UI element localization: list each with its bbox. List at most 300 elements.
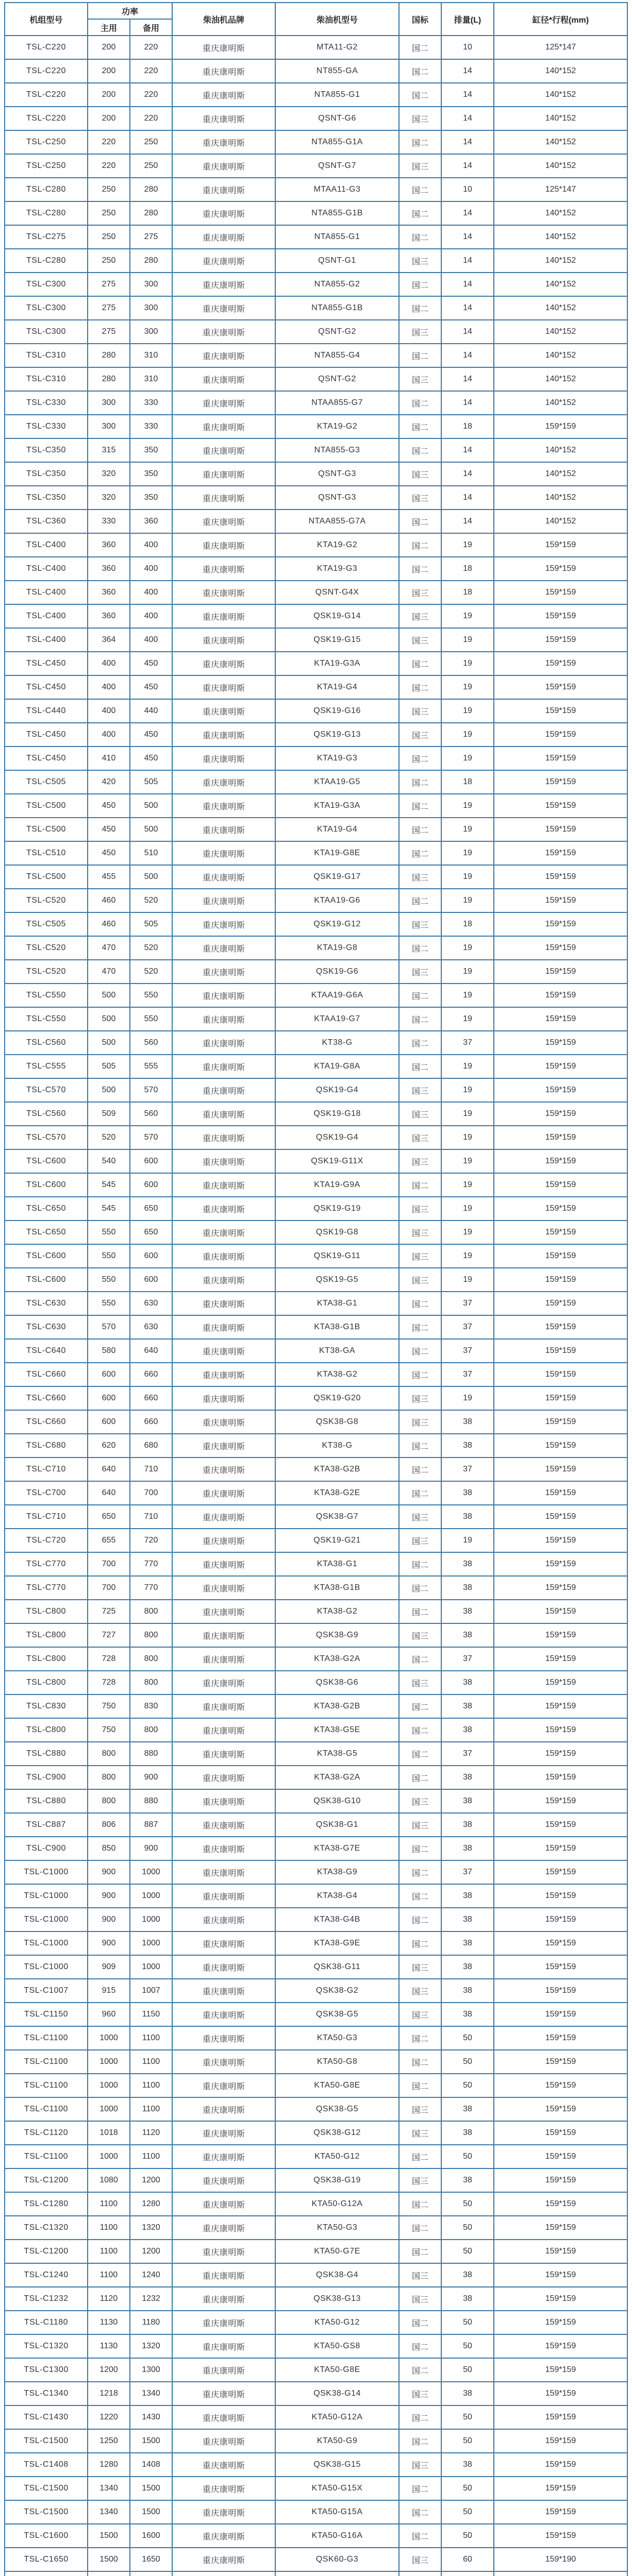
cell-model: TSL-C350 [5,462,88,486]
cell-engine-brand: 重庆康明斯 [172,2145,275,2168]
cell-prime-power: 1250 [88,2429,130,2453]
table-row [5,865,627,889]
cell-model: TSL-C350 [5,438,88,462]
table-row [5,2168,627,2192]
cell-prime-power: 1340 [88,2477,130,2500]
cell-prime-power: 410 [88,747,130,770]
cell-bore-stroke: 159*159 [494,818,627,841]
cell-engine-brand: 重庆康明斯 [172,344,275,367]
table-row [5,130,627,154]
cell-standby-power: 275 [130,225,172,249]
cell-bore-stroke: 159*159 [494,675,627,699]
cell-standby-power: 350 [130,438,172,462]
table-row [5,2548,627,2571]
cell-emission-standard: 国三 [399,604,441,628]
cell-emission-standard: 国二 [399,1908,441,1931]
cell-engine-model: KTA50-G16A [275,2524,399,2548]
cell-displacement: 18 [441,581,494,604]
cell-engine-brand: 重庆康明斯 [172,36,275,59]
cell-standby-power: 505 [130,770,172,794]
cell-displacement: 14 [441,225,494,249]
cell-bore-stroke: 140*152 [494,510,627,533]
cell-bore-stroke: 159*159 [494,2287,627,2311]
cell-standby-power: 520 [130,960,172,984]
cell-engine-brand: 重庆康明斯 [172,699,275,723]
table-row [5,1979,627,2003]
cell-engine-model: KTA19-G3 [275,747,399,770]
cell-standby-power: 830 [130,1694,172,1718]
cell-emission-standard: 国二 [399,1837,441,1860]
cell-emission-standard: 国二 [399,1552,441,1576]
cell-displacement: 50 [441,2145,494,2168]
cell-model: TSL-C500 [5,865,88,889]
cell-prime-power: 727 [88,1623,130,1647]
header-bore-stroke: 缸径*行程(mm) [494,3,627,36]
cell-emission-standard: 国二 [399,1931,441,1955]
cell-standby-power: 880 [130,1789,172,1813]
cell-emission-standard: 国二 [399,2026,441,2050]
cell-standby-power: 800 [130,1600,172,1623]
cell-engine-model: KTAA19-G6A [275,984,399,1007]
cell-engine-brand: 重庆康明斯 [172,1908,275,1931]
cell-standby-power: 1200 [130,2168,172,2192]
table-row [5,557,627,581]
cell-prime-power: 400 [88,699,130,723]
cell-engine-brand: 重庆康明斯 [172,1694,275,1718]
cell-emission-standard: 国二 [399,2429,441,2453]
cell-bore-stroke: 159*159 [494,1979,627,2003]
cell-displacement: 14 [441,273,494,296]
cell-model: TSL-C1232 [5,2287,88,2311]
header-model: 机组型号 [5,3,88,36]
cell-bore-stroke: 159*159 [494,628,627,652]
cell-standby-power: 300 [130,320,172,344]
cell-displacement: 19 [441,1197,494,1221]
cell-emission-standard: 国三 [399,2382,441,2405]
cell-engine-brand: 重庆康明斯 [172,273,275,296]
table-row [5,2074,627,2097]
table-row [5,2405,627,2429]
cell-emission-standard: 国二 [399,2311,441,2334]
cell-engine-model: QSNT-G6 [275,107,399,130]
cell-standby-power: 330 [130,415,172,438]
cell-engine-brand: 重庆康明斯 [172,438,275,462]
cell-engine-model: KTA38-G2B [275,1694,399,1718]
cell-prime-power: 650 [88,1505,130,1529]
cell-displacement: 50 [441,2405,494,2429]
cell-engine-model: QSK38-G8 [275,1410,399,1434]
cell-engine-brand: 重庆康明斯 [172,154,275,178]
cell-bore-stroke: 159*159 [494,912,627,936]
cell-bore-stroke: 159*159 [494,1766,627,1789]
cell-engine-brand: 重庆康明斯 [172,1292,275,1315]
table-row [5,1031,627,1055]
cell-standby-power: 770 [130,1576,172,1600]
table-row [5,1813,627,1837]
cell-emission-standard: 国二 [399,83,441,107]
cell-emission-standard: 国二 [399,1339,441,1363]
cell-model: TSL-C220 [5,107,88,130]
cell-bore-stroke: 159*159 [494,2050,627,2074]
cell-bore-stroke: 159*159 [494,2429,627,2453]
cell-model: TSL-C880 [5,1742,88,1766]
cell-engine-model: KTA50-G12A [275,2405,399,2429]
cell-engine-brand: 重庆康明斯 [172,1766,275,1789]
cell-engine-model: QSK38-G2 [275,1979,399,2003]
cell-displacement: 50 [441,2429,494,2453]
cell-standby-power: 800 [130,1623,172,1647]
cell-standby-power: 700 [130,1481,172,1505]
table-row [5,486,627,510]
cell-emission-standard: 国三 [399,1813,441,1837]
cell-prime-power: 806 [88,1813,130,1837]
cell-engine-brand: 重庆康明斯 [172,1078,275,1102]
table-row [5,2453,627,2477]
cell-emission-standard [399,2571,441,2576]
cell-engine-brand: 重庆康明斯 [172,2453,275,2477]
cell-model: TSL-C570 [5,1126,88,1149]
cell-engine-model: KTA50-G15X [275,2477,399,2500]
cell-model: TSL-C300 [5,296,88,320]
cell-bore-stroke: 140*152 [494,130,627,154]
cell-standby-power: 400 [130,628,172,652]
cell-standby-power: 600 [130,1149,172,1173]
cell-bore-stroke: 159*159 [494,2216,627,2240]
cell-prime-power: 725 [88,1600,130,1623]
cell-engine-brand: 重庆康明斯 [172,723,275,747]
cell-displacement: 38 [441,1671,494,1694]
cell-engine-brand: 重庆康明斯 [172,296,275,320]
cell-emission-standard: 国二 [399,1055,441,1078]
cell-prime-power: 580 [88,1339,130,1363]
cell-engine-brand: 重庆康明斯 [172,83,275,107]
cell-engine-model: KTA38-G4 [275,1884,399,1908]
cell-prime-power: 250 [88,178,130,201]
cell-engine-brand: 重庆康明斯 [172,510,275,533]
cell-prime-power: 1018 [88,2121,130,2145]
cell-prime-power: 728 [88,1647,130,1671]
cell-bore-stroke: 159*159 [494,1908,627,1931]
cell-bore-stroke: 159*159 [494,1055,627,1078]
table-row [5,2216,627,2240]
cell-displacement: 19 [441,1529,494,1552]
cell-displacement: 38 [441,1600,494,1623]
cell-engine-model: KTA50-G8E [275,2074,399,2097]
cell-model: TSL-C250 [5,130,88,154]
table-row [5,1529,627,1552]
cell-standby-power: 1180 [130,2311,172,2334]
table-row [5,604,627,628]
cell-engine-brand: 重庆康明斯 [172,2192,275,2216]
cell-engine-brand: 重庆康明斯 [172,1055,275,1078]
cell-standby-power: 1100 [130,2050,172,2074]
cell-displacement: 19 [441,889,494,912]
cell-bore-stroke: 159*159 [494,1078,627,1102]
cell-emission-standard: 国三 [399,1789,441,1813]
cell-prime-power: 315 [88,438,130,462]
table-row [5,2192,627,2216]
cell-prime-power: 1100 [88,2192,130,2216]
cell-standby-power: 600 [130,1173,172,1197]
cell-bore-stroke: 159*159 [494,2500,627,2524]
cell-emission-standard: 国三 [399,960,441,984]
cell-engine-brand: 重庆康明斯 [172,415,275,438]
cell-emission-standard: 国二 [399,652,441,675]
cell-engine-brand: 重庆康明斯 [172,841,275,865]
cell-model: TSL-C1200 [5,2168,88,2192]
cell-emission-standard: 国三 [399,486,441,510]
cell-engine-model: KTA19-G2 [275,415,399,438]
cell-engine-brand: 重庆康明斯 [172,1102,275,1126]
cell-prime-power: 800 [88,1742,130,1766]
header-standby-power: 备用 [130,19,172,36]
cell-engine-brand: 重庆康明斯 [172,107,275,130]
cell-model: TSL-C800 [5,1671,88,1694]
cell-model: TSL-C710 [5,1458,88,1481]
cell-standby-power: 660 [130,1363,172,1386]
cell-standby-power: 660 [130,1410,172,1434]
cell-model: TSL-C700 [5,1481,88,1505]
cell-displacement: 50 [441,2311,494,2334]
cell-model: TSL-C220 [5,36,88,59]
cell-engine-model: NTA855-G1 [275,83,399,107]
cell-emission-standard: 国三 [399,2121,441,2145]
cell-emission-standard: 国三 [399,1410,441,1434]
cell-engine-brand: 重庆康明斯 [172,533,275,557]
cell-engine-brand: 重庆康明斯 [172,1552,275,1576]
cell-standby-power: 560 [130,1102,172,1126]
cell-model: TSL-C440 [5,699,88,723]
cell-emission-standard: 国二 [399,201,441,225]
cell-engine-model: QSNT-G2 [275,320,399,344]
cell-model: TSL-C600 [5,1173,88,1197]
cell-model: TSL-C220 [5,59,88,83]
cell-prime-power: 1220 [88,2405,130,2429]
cell-engine-brand: 重庆康明斯 [172,2382,275,2405]
cell-prime-power: 1500 [88,2548,130,2571]
cell-bore-stroke: 159*159 [494,2240,627,2263]
cell-engine-brand: 重庆康明斯 [172,2026,275,2050]
cell-displacement: 19 [441,533,494,557]
cell-standby-power: 505 [130,912,172,936]
cell-displacement: 14 [441,130,494,154]
cell-prime-power: 570 [88,1315,130,1339]
table-row [5,1339,627,1363]
cell-displacement: 19 [441,1078,494,1102]
cell-displacement: 50 [441,2050,494,2074]
table-row [5,1055,627,1078]
cell-model: TSL-C520 [5,960,88,984]
cell-bore-stroke: 159*159 [494,1718,627,1742]
cell-displacement: 38 [441,1931,494,1955]
table-row [5,818,627,841]
table-row [5,415,627,438]
cell-model: TSL-C770 [5,1552,88,1576]
cell-prime-power: 320 [88,486,130,510]
cell-displacement [441,2571,494,2576]
cell-model: TSL-C360 [5,510,88,533]
cell-bore-stroke: 159*159 [494,581,627,604]
cell-emission-standard: 国二 [399,747,441,770]
cell-emission-standard: 国三 [399,1078,441,1102]
table-row [5,2026,627,2050]
cell-engine-model: KTA38-G2 [275,1600,399,1623]
cell-emission-standard: 国二 [399,1434,441,1458]
table-row [5,249,627,273]
cell-emission-standard: 国二 [399,936,441,960]
cell-prime-power: 1120 [88,2287,130,2311]
cell-prime-power: 550 [88,1221,130,1244]
cell-displacement: 38 [441,1505,494,1529]
cell-bore-stroke: 159*159 [494,1931,627,1955]
cell-model: TSL-C800 [5,1647,88,1671]
cell-model: TSL-C1150 [5,2003,88,2026]
cell-displacement: 37 [441,1860,494,1884]
cell-prime-power: 960 [88,2003,130,2026]
cell-standby-power: 1340 [130,2382,172,2405]
table-row [5,367,627,391]
cell-standby-power: 280 [130,201,172,225]
cell-bore-stroke: 159*159 [494,889,627,912]
cell-standby-power: 600 [130,1268,172,1292]
table-row [5,1694,627,1718]
header-emission-standard: 国标 [399,3,441,36]
cell-emission-standard: 国三 [399,1149,441,1173]
cell-displacement: 14 [441,367,494,391]
cell-engine-brand: 重庆康明斯 [172,1244,275,1268]
cell-bore-stroke: 125*147 [494,36,627,59]
cell-prime-power: 300 [88,415,130,438]
cell-standby-power: 280 [130,249,172,273]
cell-model: TSL-C1340 [5,2382,88,2405]
cell-prime-power: 1080 [88,2168,130,2192]
cell-displacement: 38 [441,1789,494,1813]
cell-standby-power: 570 [130,1126,172,1149]
cell-standby-power: 1100 [130,2074,172,2097]
cell-prime-power: 470 [88,960,130,984]
cell-bore-stroke: 159*159 [494,1363,627,1386]
cell-engine-model: QSK38-G5 [275,2097,399,2121]
cell-engine-model: QSK19-G5 [275,1268,399,1292]
cell-bore-stroke [494,2571,627,2576]
cell-prime-power: 1280 [88,2453,130,2477]
table-row [5,2050,627,2074]
cell-prime-power: 600 [88,1363,130,1386]
cell-emission-standard: 国三 [399,2453,441,2477]
cell-engine-model: KTA19-G4 [275,675,399,699]
cell-standby-power: 720 [130,1529,172,1552]
cell-engine-brand: 重庆康明斯 [172,865,275,889]
table-row [5,1505,627,1529]
cell-engine-model: NTA855-G3 [275,438,399,462]
cell-model: TSL-C280 [5,201,88,225]
cell-bore-stroke: 159*159 [494,1434,627,1458]
cell-standby-power: 630 [130,1292,172,1315]
cell-engine-model: KTAA19-G5 [275,770,399,794]
cell-emission-standard: 国三 [399,1221,441,1244]
cell-prime-power: 505 [88,1055,130,1078]
cell-model: TSL-C1500 [5,2429,88,2453]
cell-model: TSL-C550 [5,1007,88,1031]
cell-standby-power: 250 [130,130,172,154]
cell-model: TSL-C1000 [5,1908,88,1931]
table-row [5,438,627,462]
cell-displacement: 18 [441,770,494,794]
cell-engine-brand: 重庆康明斯 [172,1031,275,1055]
cell-displacement: 14 [441,510,494,533]
cell-displacement: 37 [441,1339,494,1363]
cell-prime-power: 1130 [88,2311,130,2334]
cell-emission-standard: 国二 [399,1481,441,1505]
cell-bore-stroke: 140*152 [494,249,627,273]
cell-emission-standard: 国三 [399,2003,441,2026]
cell-model: TSL-C400 [5,557,88,581]
cell-model: TSL-C250 [5,154,88,178]
cell-standby-power: 800 [130,1718,172,1742]
cell-engine-brand: 重庆康明斯 [172,1386,275,1410]
cell-standby-power: 640 [130,1339,172,1363]
cell-standby-power: 1240 [130,2263,172,2287]
cell-engine-model: KTA50-G12 [275,2311,399,2334]
cell-displacement: 38 [441,2168,494,2192]
cell-model: TSL-C520 [5,889,88,912]
table-row [5,2145,627,2168]
table-row [5,1955,627,1979]
cell-standby-power: 400 [130,604,172,628]
cell-prime-power: 640 [88,1458,130,1481]
cell-engine-model: QSNT-G3 [275,486,399,510]
cell-engine-model: KTA38-G9 [275,1860,399,1884]
cell-engine-brand: 重庆康明斯 [172,225,275,249]
cell-standby-power: 650 [130,1197,172,1221]
cell-standby-power: 300 [130,273,172,296]
table-row [5,344,627,367]
cell-standby-power: 1120 [130,2121,172,2145]
cell-bore-stroke: 159*159 [494,1458,627,1481]
cell-model: TSL-C660 [5,1386,88,1410]
cell-emission-standard: 国三 [399,2263,441,2287]
cell-prime-power: 620 [88,1434,130,1458]
table-row [5,1671,627,1694]
cell-bore-stroke: 140*152 [494,83,627,107]
cell-model: TSL-C555 [5,1055,88,1078]
cell-bore-stroke: 159*190 [494,2548,627,2571]
cell-prime-power: 200 [88,59,130,83]
cell-emission-standard: 国二 [399,1718,441,1742]
cell-bore-stroke: 159*159 [494,557,627,581]
cell-bore-stroke: 159*159 [494,1102,627,1126]
cell-bore-stroke: 159*159 [494,2405,627,2429]
cell-displacement: 38 [441,1813,494,1837]
cell-displacement: 38 [441,1837,494,1860]
cell-model: TSL-C900 [5,1837,88,1860]
cell-model: TSL-C1650 [5,2548,88,2571]
cell-emission-standard: 国三 [399,581,441,604]
cell-engine-model: KTA19-G3A [275,794,399,818]
cell-prime-power: 360 [88,604,130,628]
table-row [5,675,627,699]
cell-prime-power: 700 [88,1552,130,1576]
cell-prime-power: 545 [88,1173,130,1197]
header-prime-power: 主用 [88,19,130,36]
cell-displacement: 19 [441,1386,494,1410]
table-row [5,59,627,83]
cell-standby-power: 400 [130,533,172,557]
cell-displacement: 50 [441,2216,494,2240]
cell-model: TSL-C887 [5,1813,88,1837]
cell-standby-power [130,2571,172,2576]
cell-engine-brand: 重庆康明斯 [172,1339,275,1363]
